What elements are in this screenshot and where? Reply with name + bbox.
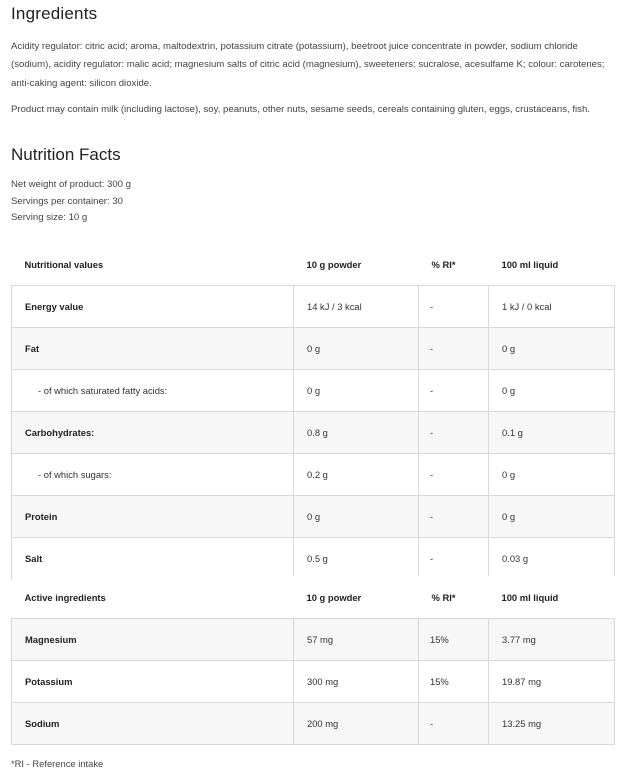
per-100ml-value: 0 g [489,370,615,412]
per-serving-value: 0.8 g [294,412,419,454]
ingredients-composition: Acidity regulator: citric acid; aroma, maltodextrin, potassium citrate (potassium), beetroot juice concentrate in powder, sodium chloride (sodium), acidity regulator: malic acid; magnesium salts of citric acid (magnesium), sweeteners: sucralose, acesulfame K; colour: carotenes; anti-caking agent: silicon dioxide. [11,41,605,89]
ri-value: - [419,538,489,580]
per-100ml-value: 0 g [489,454,615,496]
per-serving-value: 0 g [294,328,419,370]
table-row [12,619,615,661]
per-100ml-value: 3.77 mg [489,619,615,661]
table-header-row [12,243,615,286]
ri-value: - [419,703,489,745]
table-row [12,496,615,538]
column-header: Nutritional values [12,243,294,286]
per-100ml-value: 1 kJ / 0 kcal [489,286,615,328]
per-serving-value: 14 kJ / 3 kcal [294,286,419,328]
table-row [12,328,615,370]
table-row [12,370,615,412]
column-header: % RI* [419,243,489,286]
allergen-warning: Product may contain milk (including lactose), soy, peanuts, other nuts, sesame seeds, cereals containing gluten, eggs, crustaceans, fish. [11,104,590,115]
net-weight: Net weight of product: 300 g [11,179,131,190]
ri-value: 15% [419,661,489,703]
ri-value: - [419,454,489,496]
ri-value: - [419,328,489,370]
table-row [12,454,615,496]
nutrient-name: - of which sugars: [12,454,294,496]
table-row [12,703,615,745]
ingredient-name: Sodium [12,703,294,745]
column-header: 100 ml liquid [489,243,615,286]
column-header: 10 g powder [294,243,419,286]
per-serving-value: 57 mg [294,619,419,661]
per-serving-value: 0.5 g [294,538,419,580]
per-100ml-value: 0.03 g [489,538,615,580]
per-100ml-value: 13.25 mg [489,703,615,745]
per-serving-value: 0.2 g [294,454,419,496]
ri-footnote: *RI - Reference intake [11,758,104,769]
per-serving-value: 200 mg [294,703,419,745]
product-facts [11,177,131,227]
ingredient-name: Potassium [12,661,294,703]
nutrient-name: Salt [12,538,294,580]
column-header: 10 g powder [294,576,419,619]
nutrient-name: Carbohydrates: [12,412,294,454]
ri-value: 15% [419,619,489,661]
nutrient-name: Fat [12,328,294,370]
table-row [12,661,615,703]
ri-value: - [419,286,489,328]
per-serving-value: 0 g [294,496,419,538]
table-row [12,538,615,580]
per-100ml-value: 0 g [489,496,615,538]
ri-value: - [419,370,489,412]
servings-per-container: Servings per container: 30 [11,195,123,207]
nutritional-values-table [11,243,615,580]
ri-value: - [419,412,489,454]
ri-value: - [419,496,489,538]
nutrient-name: Energy value [12,286,294,328]
ingredients-heading: Ingredients [11,4,98,23]
column-header: Active ingredients [12,576,294,619]
serving-size: Serving size: 10 g [11,212,88,223]
nutrient-name: - of which saturated fatty acids: [12,370,294,412]
per-100ml-value: 0.1 g [489,412,615,454]
per-serving-value: 300 mg [294,661,419,703]
table-row [12,286,615,328]
table-header-row [12,576,615,619]
per-100ml-value: 0 g [489,328,615,370]
per-100ml-value: 19.87 mg [489,661,615,703]
table-row [12,412,615,454]
per-serving-value: 0 g [294,370,419,412]
nutrition-facts-heading: Nutrition Facts [11,145,121,164]
ingredient-name: Magnesium [12,619,294,661]
nutrient-name: Protein [12,496,294,538]
column-header: 100 ml liquid [489,576,615,619]
active-ingredients-table [11,576,615,745]
column-header: % RI* [419,576,489,619]
